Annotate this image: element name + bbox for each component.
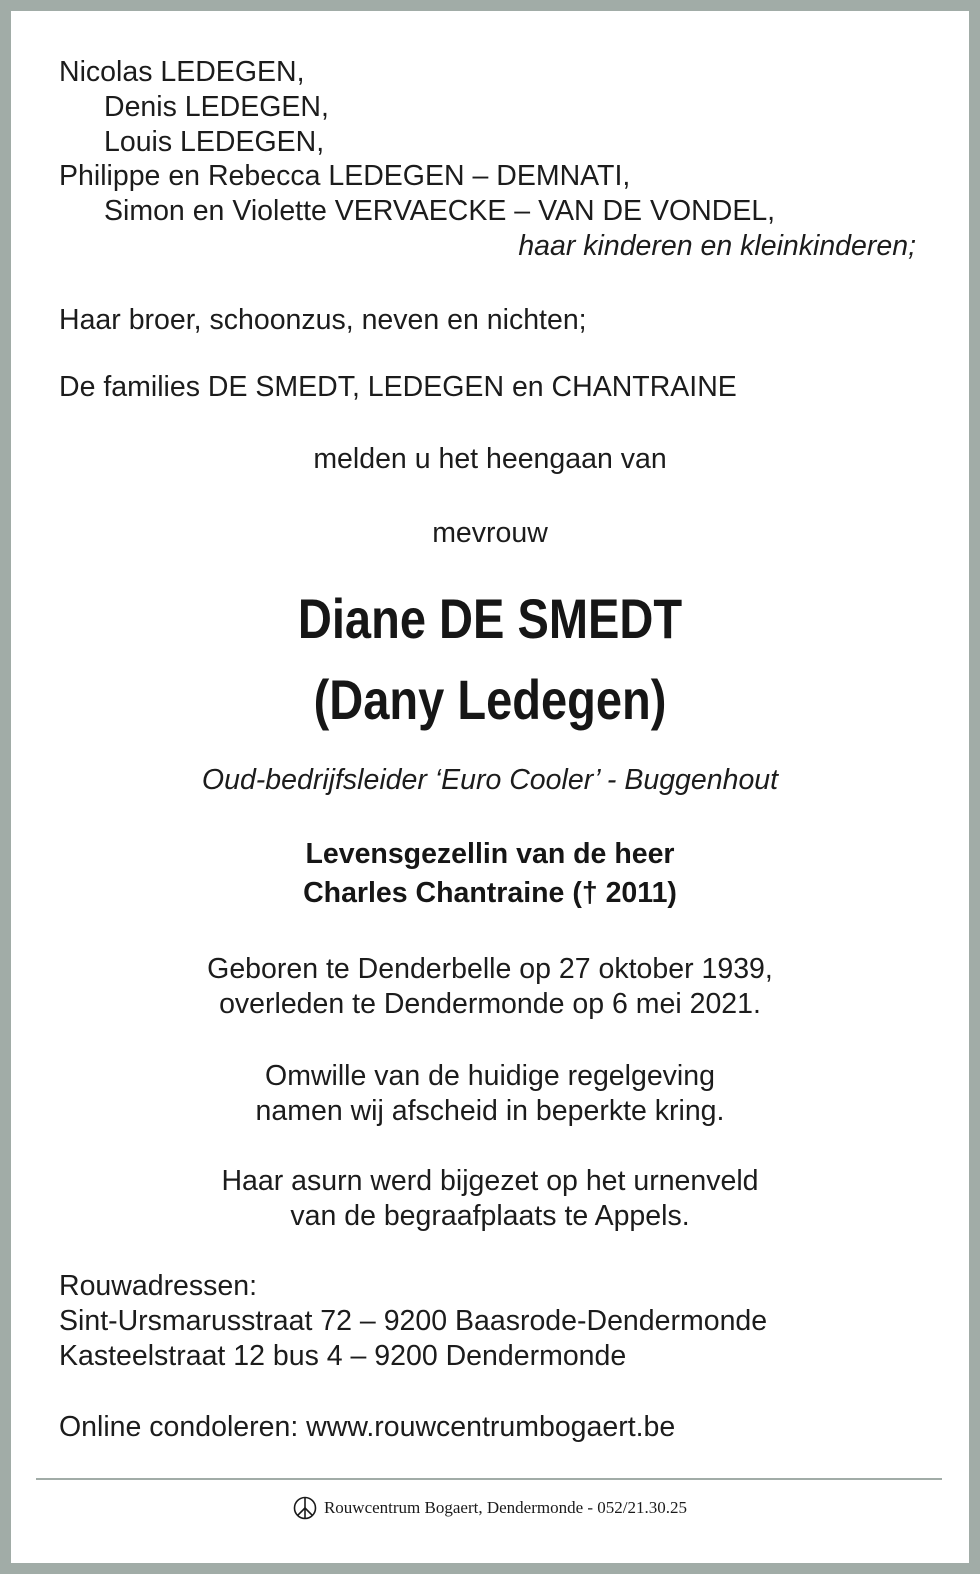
family-relation: haar kinderen en kleinkinderen; [518,230,916,262]
burial-line-2: van de begraafplaats te Appels. [290,1200,690,1232]
partner-line-2: Charles Chantraine († 2011) [303,877,677,909]
footer-divider [36,1478,942,1480]
family-line-1: Nicolas LEDEGEN, [59,56,305,88]
footer [0,1496,980,1520]
other-relatives: Haar broer, schoonzus, neven en nichten; [59,304,587,336]
deceased-alias: (Dany Ledegen) [313,668,667,731]
partner-line-1: Levensgezellin van de heer [305,838,675,870]
honorific: mevrouw [432,517,548,549]
farewell-line-1: Omwille van de huidige regelgeving [265,1060,715,1092]
birth-line: Geboren te Denderbelle op 27 oktober 1939, [207,953,773,985]
burial-line-1: Haar asurn werd bijgezet op het urnenveld [221,1165,759,1197]
funeral-home-info: Rouwcentrum Bogaert, Dendermonde - 052/21.30.25 [323,1498,688,1517]
death-line: overleden te Dendermonde op 6 mei 2021. [219,988,761,1020]
online-condolences: Online condoleren: www.rouwcentrumbogaert.be [59,1411,676,1443]
occupation: Oud-bedrijfsleider ‘Euro Cooler’ - Buggenhout [201,764,779,796]
family-line-2: Denis LEDEGEN, [104,91,329,123]
intro-text: melden u het heengaan van [313,443,667,475]
family-line-3: Louis LEDEGEN, [104,126,325,158]
address-1: Sint-Ursmarusstraat 72 – 9200 Baasrode-Dendermonde [59,1305,768,1337]
addresses-heading: Rouwadressen: [59,1270,258,1302]
address-2: Kasteelstraat 12 bus 4 – 9200 Dendermonde [59,1340,627,1372]
peace-icon [293,1496,317,1520]
families-line: De families DE SMEDT, LEDEGEN en CHANTRAINE [59,371,737,403]
family-line-5: Simon en Violette VERVAECKE – VAN DE VONDEL, [104,195,776,227]
family-line-4: Philippe en Rebecca LEDEGEN – DEMNATI, [59,160,631,192]
deceased-name: Diane DE SMEDT [297,587,683,650]
farewell-line-2: namen wij afscheid in beperkte kring. [255,1095,725,1127]
